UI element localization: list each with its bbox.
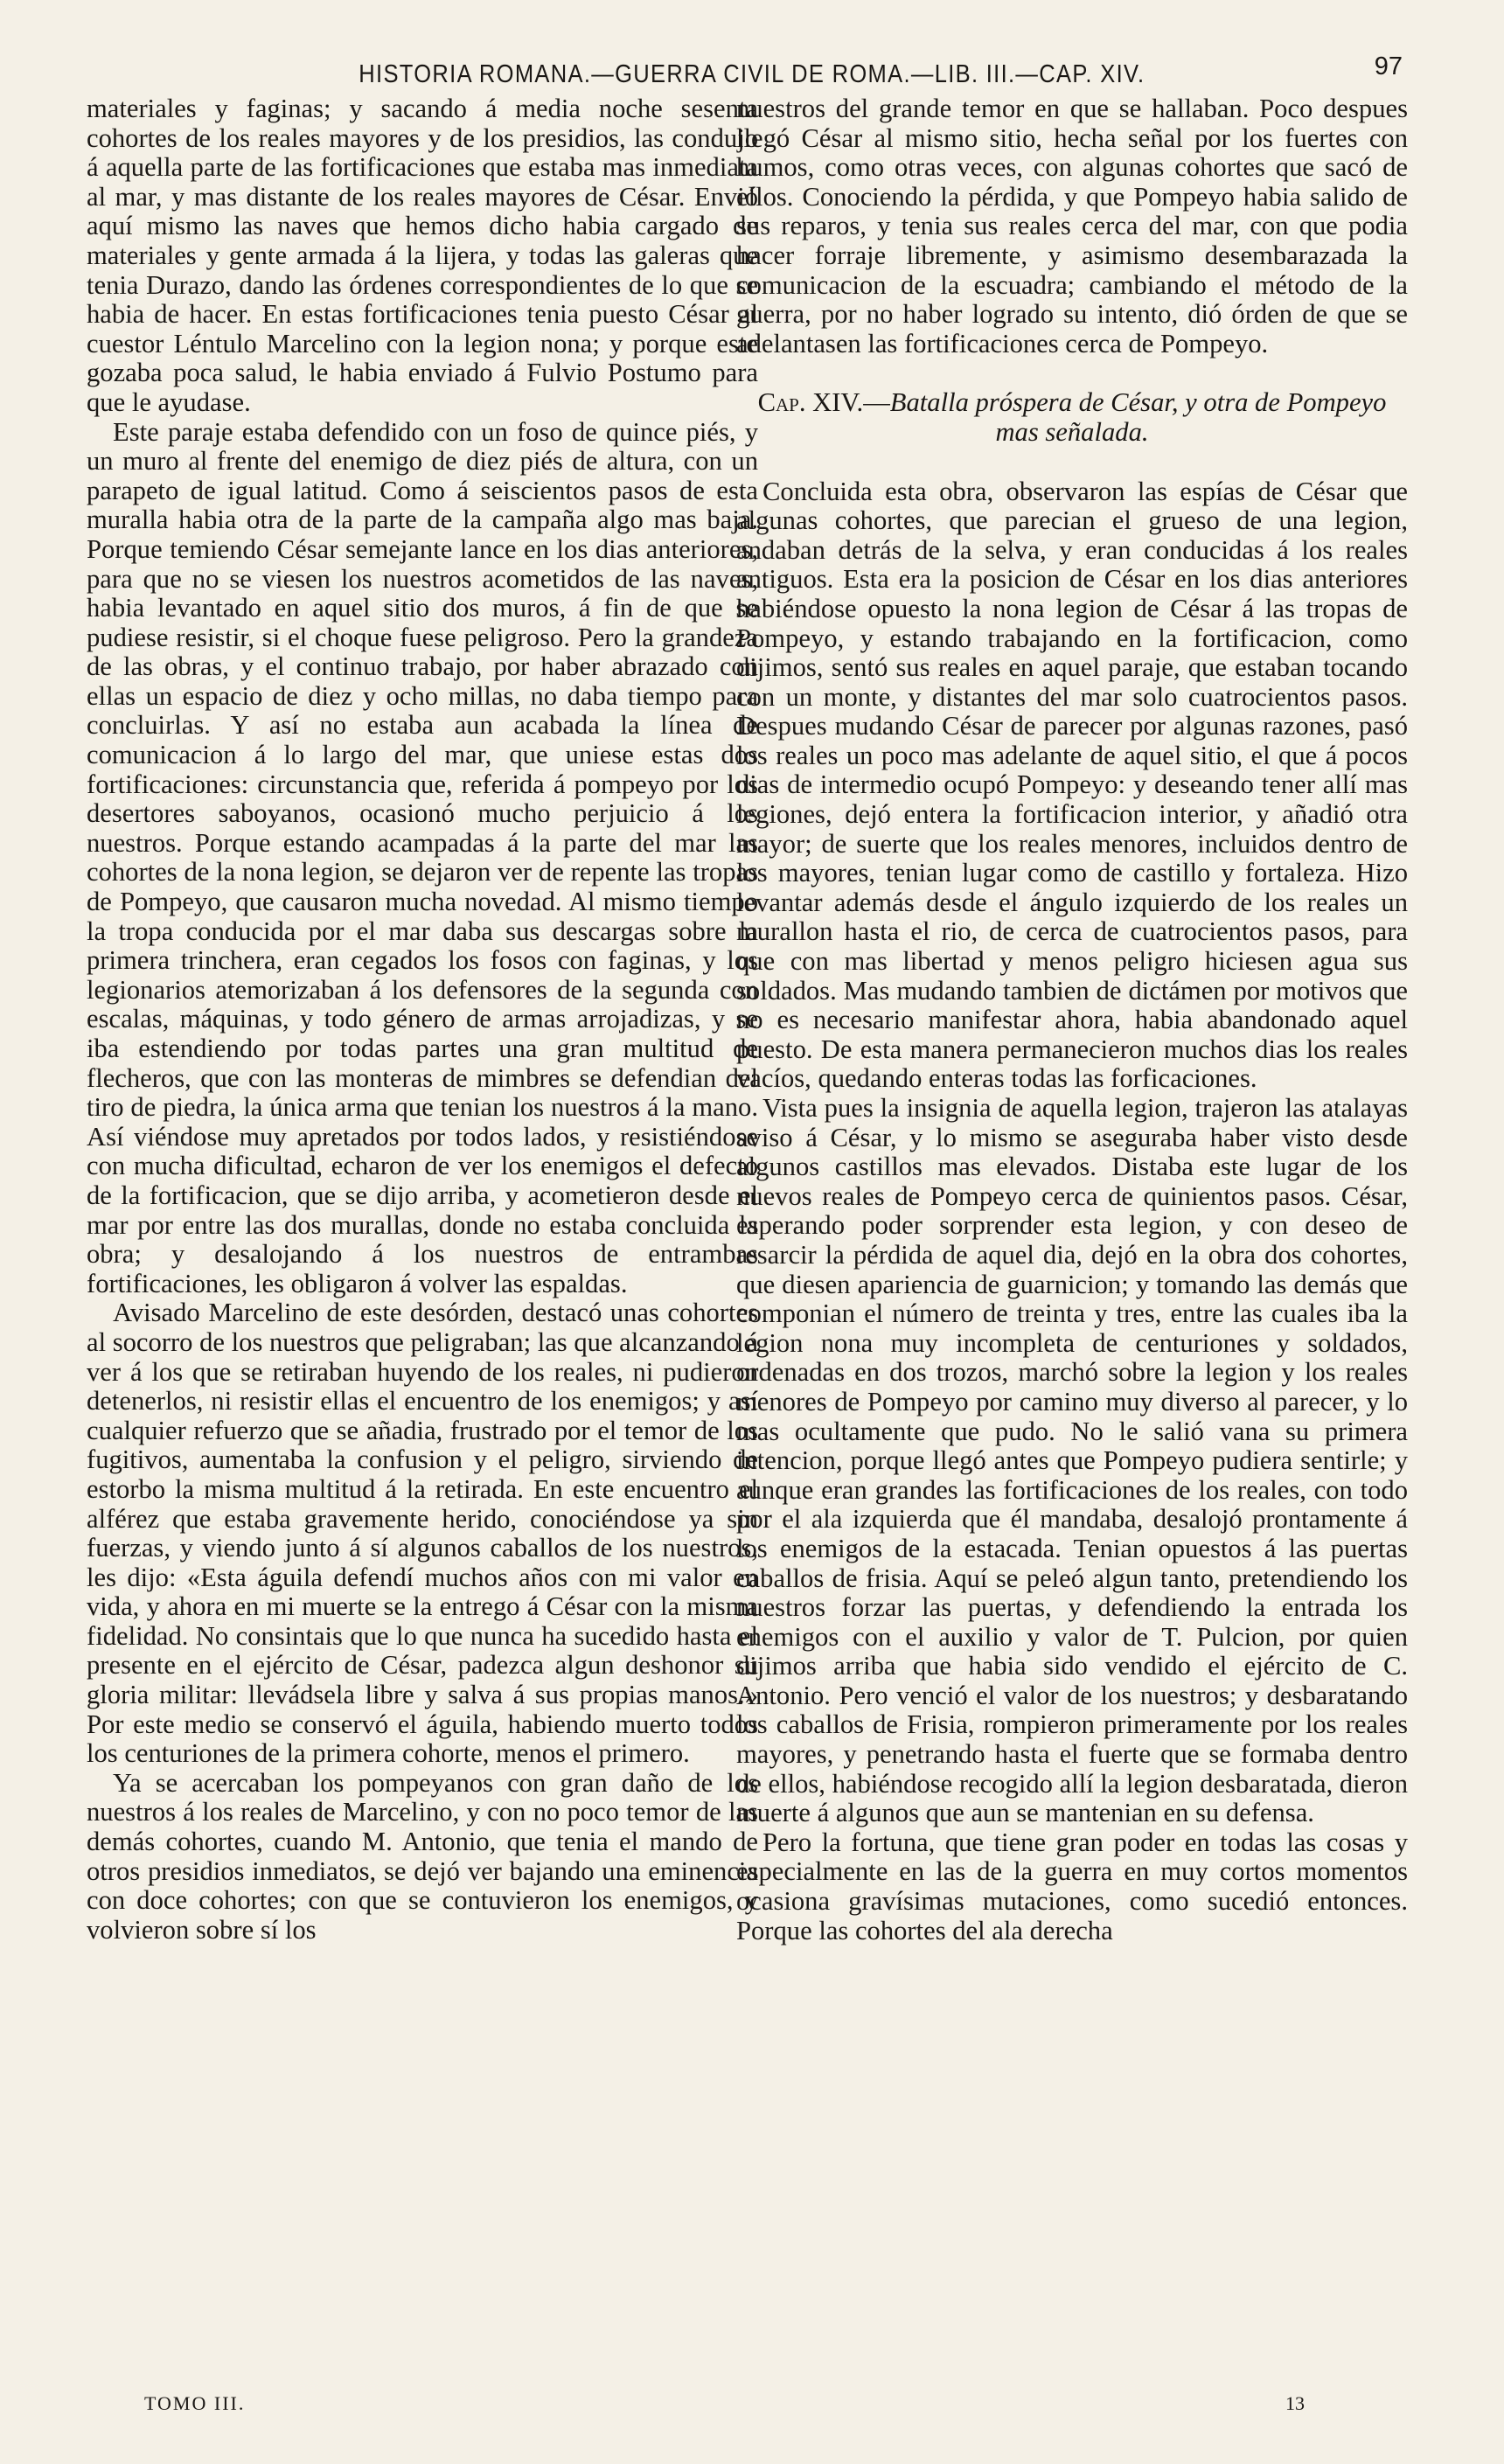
chapter-heading	[736, 388, 1408, 447]
volume-mark: TOMO III.	[144, 2392, 246, 2414]
left-column	[87, 94, 758, 1945]
paragraph: Avisado Marcelino de este desórden, destacó unas cohortes al socorro de los nuestros que peligraban; las que alcanzando á ver á los que se retiraban huyendo de los reales, ni pudieron detenerlos, ni resistir ellas el encuentro de los enemigos; y así cualquier refuerzo que se añadia, frustrado por el temor de los fugitivos, aumentaba la confusion y el peligro, sirviendo de estorbo la misma multitud á la retirada. En este encuentro el alférez que estaba gravemente herido, conociéndose ya sin fuerzas, y viendo junto á sí algunos caballos de los nuestros, les dijo: «Esta águila defendí muchos años con mi valor en vida, y ahora en mi muerte se la entrego á César con la misma fidelidad. No consintais que lo que nunca ha sucedido hasta el presente en el ejército de César, padezca algun deshonor su gloria militar: llevádsela libre y salva á sus propias manos.» Por este medio se conservó el águila, habiendo muerto todos los centuriones de la primera cohorte, menos el primero.	[87, 1298, 758, 1769]
page-number: 97	[1374, 52, 1403, 80]
running-title: HISTORIA ROMANA.—GUERRA CIVIL DE ROMA.—LIB. III.—CAP. XIV.	[359, 60, 1145, 88]
right-column	[736, 94, 1408, 1945]
running-head	[87, 51, 1417, 89]
signature-mark: 13	[1285, 2392, 1305, 2414]
paragraph: nuestros del grande temor en que se hallaban. Poco despues llegó César al mismo sitio, hecha señal por los fuertes con humos, como otras veces, con algunas cohortes que sacó de ellos. Conociendo la pérdida, y que Pompeyo habia salido de sus reparos, y tenia sus reales cerca del mar, con que podia hacer forraje libremente, y asimismo desembarazada la comunicacion de la escuadra; cambiando el método de la guerra, por no haber logrado su intento, dió órden de que se adelantasen las fortificaciones cerca de Pompeyo.	[736, 94, 1408, 358]
paragraph: Este paraje estaba defendido con un foso de quince piés, y un muro al frente del enemigo de diez piés de altura, con un parapeto de igual latitud. Como á seiscientos pasos de esta muralla habia otra de la parte de la campaña algo mas baja. Porque temiendo César semejante lance en los dias anteriores, para que no se viesen los nuestros acometidos de las naves, habia levantado en aquel sitio dos muros, á fin de que se pudiese resistir, si el choque fuese peligroso. Pero la grandeza de las obras, y el continuo trabajo, por haber abrazado con ellas un espacio de diez y ocho millas, no daba tiempo para concluirlas. Y así no estaba aun acabada la línea de comunicacion á lo largo del mar, que uniese estas dos fortificaciones: circunstancia que, referida á pompeyo por los desertores saboyanos, ocasionó mucho perjuicio á los nuestros. Porque estando acampadas á la parte del mar las cohortes de la nona legion, se dejaron ver de repente las tropas de Pompeyo, que causaron mucha novedad. Al mismo tiempo la tropa conducida por el mar daba sus descargas sobre la primera trinchera, eran cegados los fosos con faginas, y los legionarios atemorizaban á los defensores de la segunda con escalas, máquinas, y todo género de armas arrojadizas, y se iba estendiendo por todas partes una gran multitud de flecheros, que con las monteras de mimbres se defendian del tiro de piedra, la única arma que tenian los nuestros á la mano. Así viéndose muy apretados por todos lados, y resistiéndose con mucha dificultad, echaron de ver los enemigos el defecto de la fortificacion, que se dijo arriba, y acometieron desde el mar por entre las dos murallas, donde no estaba concluida la obra; y desalojando á los nuestros de entrambas fortificaciones, les obligaron á volver las espaldas.	[87, 416, 758, 1298]
chapter-number: Cap. XIV.—	[757, 387, 890, 418]
paragraph: Pero la fortuna, que tiene gran poder en todas las cosas y especialmente en las de la guerra en muy cortos momentos ocasiona gravísimas mutaciones, como sucedió entonces. Porque las cohortes del ala derecha	[736, 1827, 1408, 1945]
paragraph: Ya se acercaban los pompeyanos con gran daño de los nuestros á los reales de Marcelino, y con no poco temor de las demás cohortes, cuando M. Antonio, que tenia el mando de otros presidios inmediatos, se dejó ver bajando una eminencia con doce cohortes; con que se contuvieron los enemigos, y volvieron sobre sí los	[87, 1767, 758, 1945]
paragraph: Vista pues la insignia de aquella legion, trajeron las atalayas aviso á César, y lo mismo se aseguraba haber visto desde algunos castillos mas elevados. Distaba este lugar de los nuevos reales de Pompeyo cerca de quinientos pasos. César, esperando poder sorprender esta legion, y con deseo de resarcir la pérdida de aquel dia, dejó en la obra dos cohortes, que diesen apariencia de guarnicion; y tomando las demás que componian el número de treinta y tres, entre las cuales iba la legion nona muy incompleta de centuriones y soldados, ordenadas en dos trozos, marchó sobre la legion y los reales menores de Pompeyo por camino muy diverso al parecer, y lo mas ocultamente que pudo. No le salió vana su primera intencion, porque llegó antes que Pompeyo pudiera sentirle; y aunque eran grandes las fortificaciones de los reales, con todo por el ala izquierda que él mandaba, desalojó prontamente á los enemigos de la estacada. Tenian opuestos á las puertas caballos de frisia. Aquí se peleó algun tanto, pretendiendo los nuestros forzar las puertas, y defendiendo la entrada los enemigos con el auxilio y valor de T. Pulcion, por quien dijimos arriba que habia sido vendido el ejército de C. Antonio. Pero venció el valor de los nuestros; y desbaratando los caballos de Frisia, rompieron primeramente por los reales mayores, y penetrando hasta el fuerte que se formaba dentro de ellos, habiéndose recogido allí la legion desbaratada, dieron muerte á algunos que aun se mantenian en su defensa.	[736, 1093, 1408, 1828]
paragraph: Concluida esta obra, observaron las espías de César que algunas cohortes, que parecian el grueso de una legion, andaban detrás de la selva, y eran conducidas á los reales antiguos. Esta era la posicion de César en los dias anteriores habiéndose opuesto la nona legion de César á las tropas de Pompeyo, y estando trabajando en la fortificacion, como dijimos, sentó sus reales en aquel paraje, que estaban tocando con un monte, y distantes del mar solo cuatrocientos pasos. Despues mudando César de parecer por algunas razones, pasó los reales un poco mas adelante de aquel sitio, el que á pocos dias de intermedio ocupó Pompeyo: y deseando tener allí mas legiones, dejó entera la fortificacion interior, y añadió otra mayor; de suerte que los reales menores, incluidos dentro de los mayores, tenian lugar como de castillo y fortaleza. Hizo levantar además desde el ángulo izquierdo de los reales un murallon hasta el rio, de cerca de cuatrocientos pasos, para que con mas libertad y menos peligro hiciesen agua sus soldados. Mas mudando tambien de dictámen por motivos que no es necesario manifestar ahora, habia abandonado aquel puesto. De esta manera permanecieron muchos dias los reales vacíos, quedando enteras todas las forficaciones.	[736, 476, 1408, 1094]
paragraph: materiales y faginas; y sacando á media noche sesenta cohortes de los reales mayores y de los presidios, las condujo á aquella parte de las fortificaciones que estaba mas inmediata al mar, y mas distante de los reales mayores de César. Envió aquí mismo las naves que hemos dicho habia cargado de materiales y gente armada á la lijera, y todas las galeras que tenia Durazo, dando las órdenes correspondientes de lo que se habia de hacer. En estas fortificaciones tenia puesto César al cuestor Léntulo Marcelino con la legion nona; y porque este gozaba poca salud, le habia enviado á Fulvio Postumo para que le ayudase.	[87, 94, 758, 417]
chapter-title: Batalla próspera de César, y otra de Pompeyo mas señalada.	[889, 387, 1387, 447]
